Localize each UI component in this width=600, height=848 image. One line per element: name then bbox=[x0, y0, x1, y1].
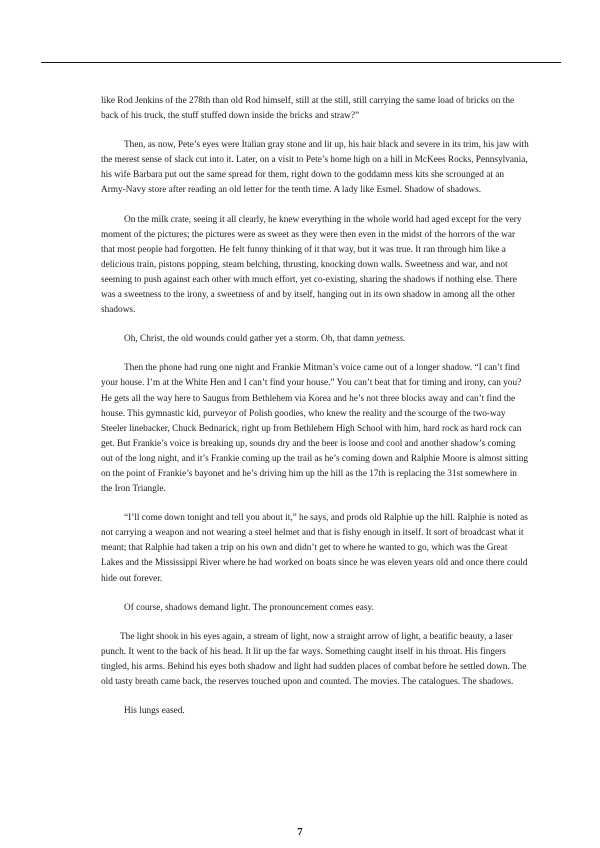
header-rule bbox=[41, 62, 561, 63]
paragraph-4-emphasis: yetness. bbox=[376, 334, 406, 345]
paragraph-1: like Rod Jenkins of the 278th than old Rod himself, still at the still, still carrying the same load of bricks on the back of his truck, the stuff stuffed down inside the bricks and straw?” bbox=[101, 96, 515, 122]
paragraph-2: Then, as now, Pete’s eyes were Italian gray stone and lit up, his hair black and severe in its trim, his jaw with the merest sense of slack cut into it. Later, on a visit to Pete’s home high on a hill in McKees Rocks, Pennsylvania, his wife Barbara put out the same spread for them, right down to the goddamn mess kits she scrounged at an Army-Navy store after reading an old letter for the tenth time. A lady like Esmel. Shadow of shadows. bbox=[101, 140, 529, 196]
paragraph-7: Of course, shadows demand light. The pronouncement comes easy. bbox=[124, 602, 374, 613]
paragraph-5: Then the phone had rung one night and Frankie Mitman’s voice came out of a longer shadow. “I can’t find your house. I’m at the White Hen and I can’t find your house.” You can’t beat that for timing and irony, can you? He gets all the way here to Saugus from Bethlehem via Korea and he’s not three blocks away and can’t find the house. This gymnastic kid, purveyor of Polish goodies, who knew the reality and the scourge of the two-way Steeler linebacker, Chuck Bednarick, right up from Bethlehem High School with him, hard rock as hard rock can get. But Frankie’s voice is breaking up, sounds dry and the beer is loose and cool and another shadow’s coming out of the long night, and it’s Frankie coming up the trail as he’s coming down and Ralphie Moore is almost sitting on the point of Frankie’s bayonet and he’s driving him up the hill as the 17th is replacing the 31st somewhere in the Iron Triangle. bbox=[101, 363, 529, 495]
paragraph-3: On the milk crate, seeing it all clearly, he knew everything in the whole world had aged except for the very moment of the pictures; the pictures were as sweet as they were then even in the midst of the horrors of the war that most people had forgotten. He felt funny thinking of it that way, but it was true. It ran through him like a delicious train, pistons popping, steam belching, thrusting, knocking down walls. Sweetness and war, and not seeming to push against each other with much effort, yet co-existing, sharing the shadows if nothing else. There was a sweetness to the irony, a sweetness of and by itself, hanging out in its own shadow in among all the other shadows. bbox=[101, 214, 522, 316]
paragraph-8: The light shook in his eyes again, a stream of light, now a straight arrow of light, a beatific beauty, a laser punch. It went to the back of his head. It lit up the far ways. Something caught itself in his throat. His fingers tingled, his arms. Behind his eyes both shadow and light had sudden places of combat before he settled down. The old tasty breath came back, the reserves touched upon and counted. The movies. The catalogues. The shadows. bbox=[101, 631, 527, 687]
page-number: 7 bbox=[297, 826, 303, 838]
paragraph-9: His lungs eased. bbox=[124, 706, 185, 717]
page-body bbox=[101, 94, 529, 733]
paragraph-4-text: Oh, Christ, the old wounds could gather yet a storm. Oh, that damn bbox=[124, 334, 377, 345]
paragraph-6: “I’ll come down tonight and tell you about it,” he says, and prods old Ralphie up the hill. Ralphie is noted as not carrying a weapon and not wearing a steel helmet and that is fishy enough in itself. It sort of broadcast what it meant; that Ralphie had taken a trip on his own and didn’t get to where he wanted to go, which was the Great Lakes and the Mississippi River where he had worked on boats since he was eleven years old and once there could hide out forever. bbox=[101, 513, 528, 584]
paragraph-4 bbox=[101, 332, 529, 347]
